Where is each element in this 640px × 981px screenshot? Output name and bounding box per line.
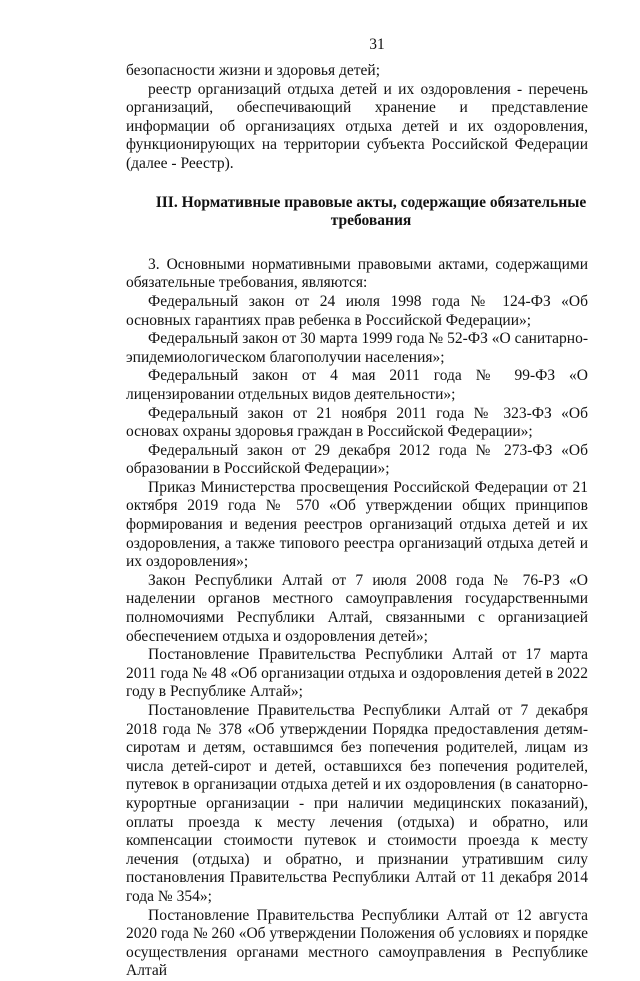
- paragraph-law-323: Федеральный закон от 21 ноября 2011 года № 323-ФЗ «Об основах охраны здоровья граждан в Российской Федерации»;: [126, 404, 588, 441]
- paragraph-law-273: Федеральный закон от 29 декабря 2012 года № 273-ФЗ «Об образовании в Российской Федерации»;: [126, 441, 588, 478]
- paragraph-law-52: Федеральный закон от 30 марта 1999 года № 52-ФЗ «О санитарно-эпидемиологическом благополучии населения»;: [126, 330, 588, 366]
- paragraph-resolution-378: Постановление Правительства Республики Алтай от 7 декабря 2018 года № 378 «Об утверждении Порядка предоставления детям-сиротам и детям, оставшимся без попечения родителей, лицам из числа детей-сирот и детей, оставшихся без попечения родителей, путевок в организации отдыха детей и их оздоровления (в санаторно-курортные организации - при наличии медицинских показаний), оплаты проезда к месту лечения (отдыха) и обратно, или компенсации стоимости путевок и стоимости проезда к месту лечения (отдыха) и обратно, и признании утратившим силу постановления Правительства Республики Алтай от 11 декабря 2014 года № 354»;: [126, 702, 588, 905]
- paragraph-item-3: 3. Основными нормативными правовыми актами, содержащими обязательные требования, являются:: [126, 255, 588, 292]
- paragraph-registry-definition: реестр организаций отдыха детей и их оздоровления - перечень организаций, обеспечивающий хранение и представление информации об организациях отдыха детей и их оздоровления, функционирующих на территории субъекта Российской Федерации (далее - Реестр).: [126, 80, 588, 172]
- paragraph-resolution-48: Постановление Правительства Республики Алтай от 17 марта 2011 года № 48 «Об организации отдыха и оздоровления детей в 2022 году в Республике Алтай»;: [126, 646, 588, 701]
- page-number: 31: [369, 36, 385, 53]
- paragraph-resolution-260: Постановление Правительства Республики Алтай от 12 августа 2020 года № 260 «Об утверждении Положения об условиях и порядке осуществления органами местного самоуправления в Республике Алтай: [126, 906, 588, 980]
- paragraph-law-99: Федеральный закон от 4 мая 2011 года № 99-ФЗ «О лицензировании отдельных видов деятельности»;: [126, 367, 588, 403]
- section-heading: III. Нормативные правовые акты, содержащие обязательные требования: [155, 193, 587, 230]
- paragraph-continuation: безопасности жизни и здоровья детей;: [126, 62, 380, 79]
- paragraph-law-76-rz: Закон Республики Алтай от 7 июля 2008 года № 76-РЗ «О наделении органов местного самоуправления государственными полномочиями Республики Алтай, связанными с организацией обеспечением отдыха и оздоровления детей»;: [126, 571, 588, 645]
- paragraph-order-570: Приказ Министерства просвещения Российской Федерации от 21 октября 2019 года № 570 «Об утверждении общих принципов формирования и ведения реестров организаций отдыха детей и их оздоровления, а также типового реестра организаций отдыха детей и их оздоровления»;: [126, 478, 588, 571]
- paragraph-law-124: Федеральный закон от 24 июля 1998 года № 124-ФЗ «Об основных гарантиях прав ребенка в Российской Федерации»;: [126, 292, 588, 329]
